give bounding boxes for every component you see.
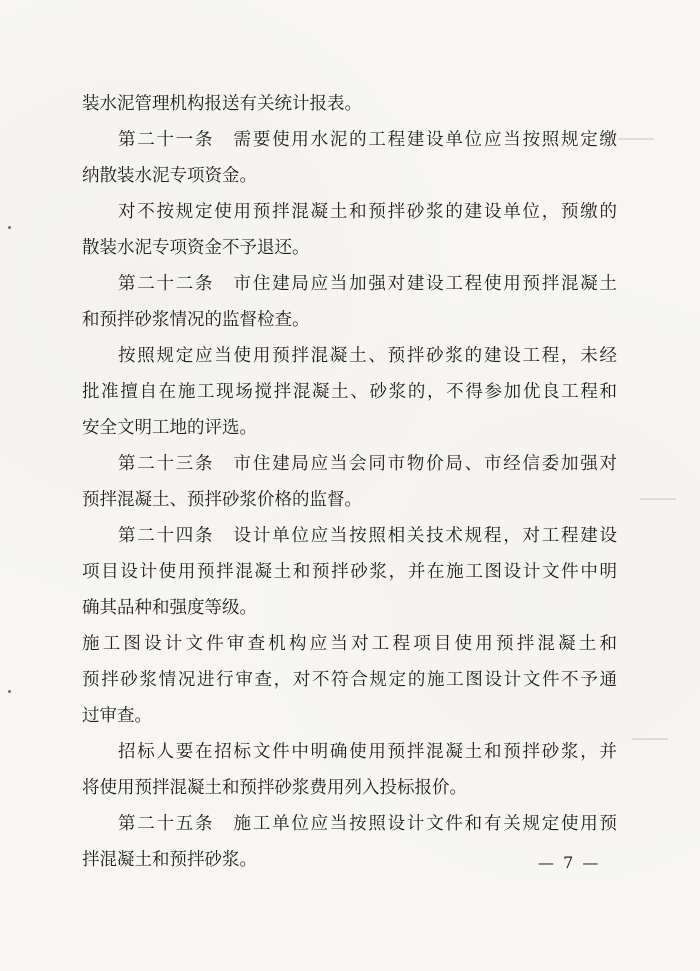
article-24-line-3: 确其品种和强度等级。 <box>82 598 257 618</box>
scan-bleed-through <box>640 498 676 500</box>
paragraph-line: 装水泥管理机构报送有关统计报表。 <box>82 94 362 114</box>
scan-margin-mark <box>8 690 11 693</box>
article-24-line-2: 项目设计使用预拌混凝土和预拌砂浆，并在施工图设计文件中明 <box>82 562 617 582</box>
article-22-line-1: 第二十二条 市住建局应当加强对建设工程使用预拌混凝土 <box>118 274 617 294</box>
article-23-line-1: 第二十三条 市住建局应当会同市物价局、市经信委加强对 <box>118 454 617 474</box>
article-22-line-2: 和预拌砂浆情况的监督检查。 <box>82 310 310 330</box>
paragraph-line: 对不按规定使用预拌混凝土和预拌砂浆的建设单位，预缴的 <box>118 202 617 222</box>
article-21-line-2: 纳散装水泥专项资金。 <box>82 166 257 186</box>
paragraph-line: 按照规定应当使用预拌混凝土、预拌砂浆的建设工程，未经 <box>118 346 617 366</box>
page-number: — 7 — <box>538 853 601 872</box>
paragraph-line: 安全文明工地的评选。 <box>82 418 257 438</box>
paragraph-line: 过审查。 <box>82 706 152 726</box>
article-25-line-2: 拌混凝土和预拌砂浆。 <box>82 850 257 870</box>
document-body <box>82 86 617 878</box>
article-25-line-1: 第二十五条 施工单位应当按照设计文件和有关规定使用预 <box>118 814 617 834</box>
paragraph-line: 招标人要在招标文件中明确使用预拌混凝土和预拌砂浆，并 <box>118 742 617 762</box>
scan-margin-mark <box>8 226 11 229</box>
article-23-line-2: 预拌混凝土、预拌砂浆价格的监督。 <box>82 490 362 510</box>
paragraph-line: 预拌砂浆情况进行审查，对不符合规定的施工图设计文件不予通 <box>82 670 617 690</box>
scan-bleed-through <box>618 138 654 140</box>
paragraph-line: 施工图设计文件审查机构应当对工程项目使用预拌混凝土和 <box>82 634 617 654</box>
paragraph-line: 批准擅自在施工现场搅拌混凝土、砂浆的，不得参加优良工程和 <box>82 382 617 402</box>
article-21-line-1: 第二十一条 需要使用水泥的工程建设单位应当按照规定缴 <box>118 130 617 150</box>
paragraph-line: 将使用预拌混凝土和预拌砂浆费用列入投标报价。 <box>82 778 467 798</box>
paragraph-line: 散装水泥专项资金不予退还。 <box>82 238 310 258</box>
scan-bleed-through <box>632 738 668 740</box>
article-24-line-1: 第二十四条 设计单位应当按照相关技术规程，对工程建设 <box>118 526 617 546</box>
